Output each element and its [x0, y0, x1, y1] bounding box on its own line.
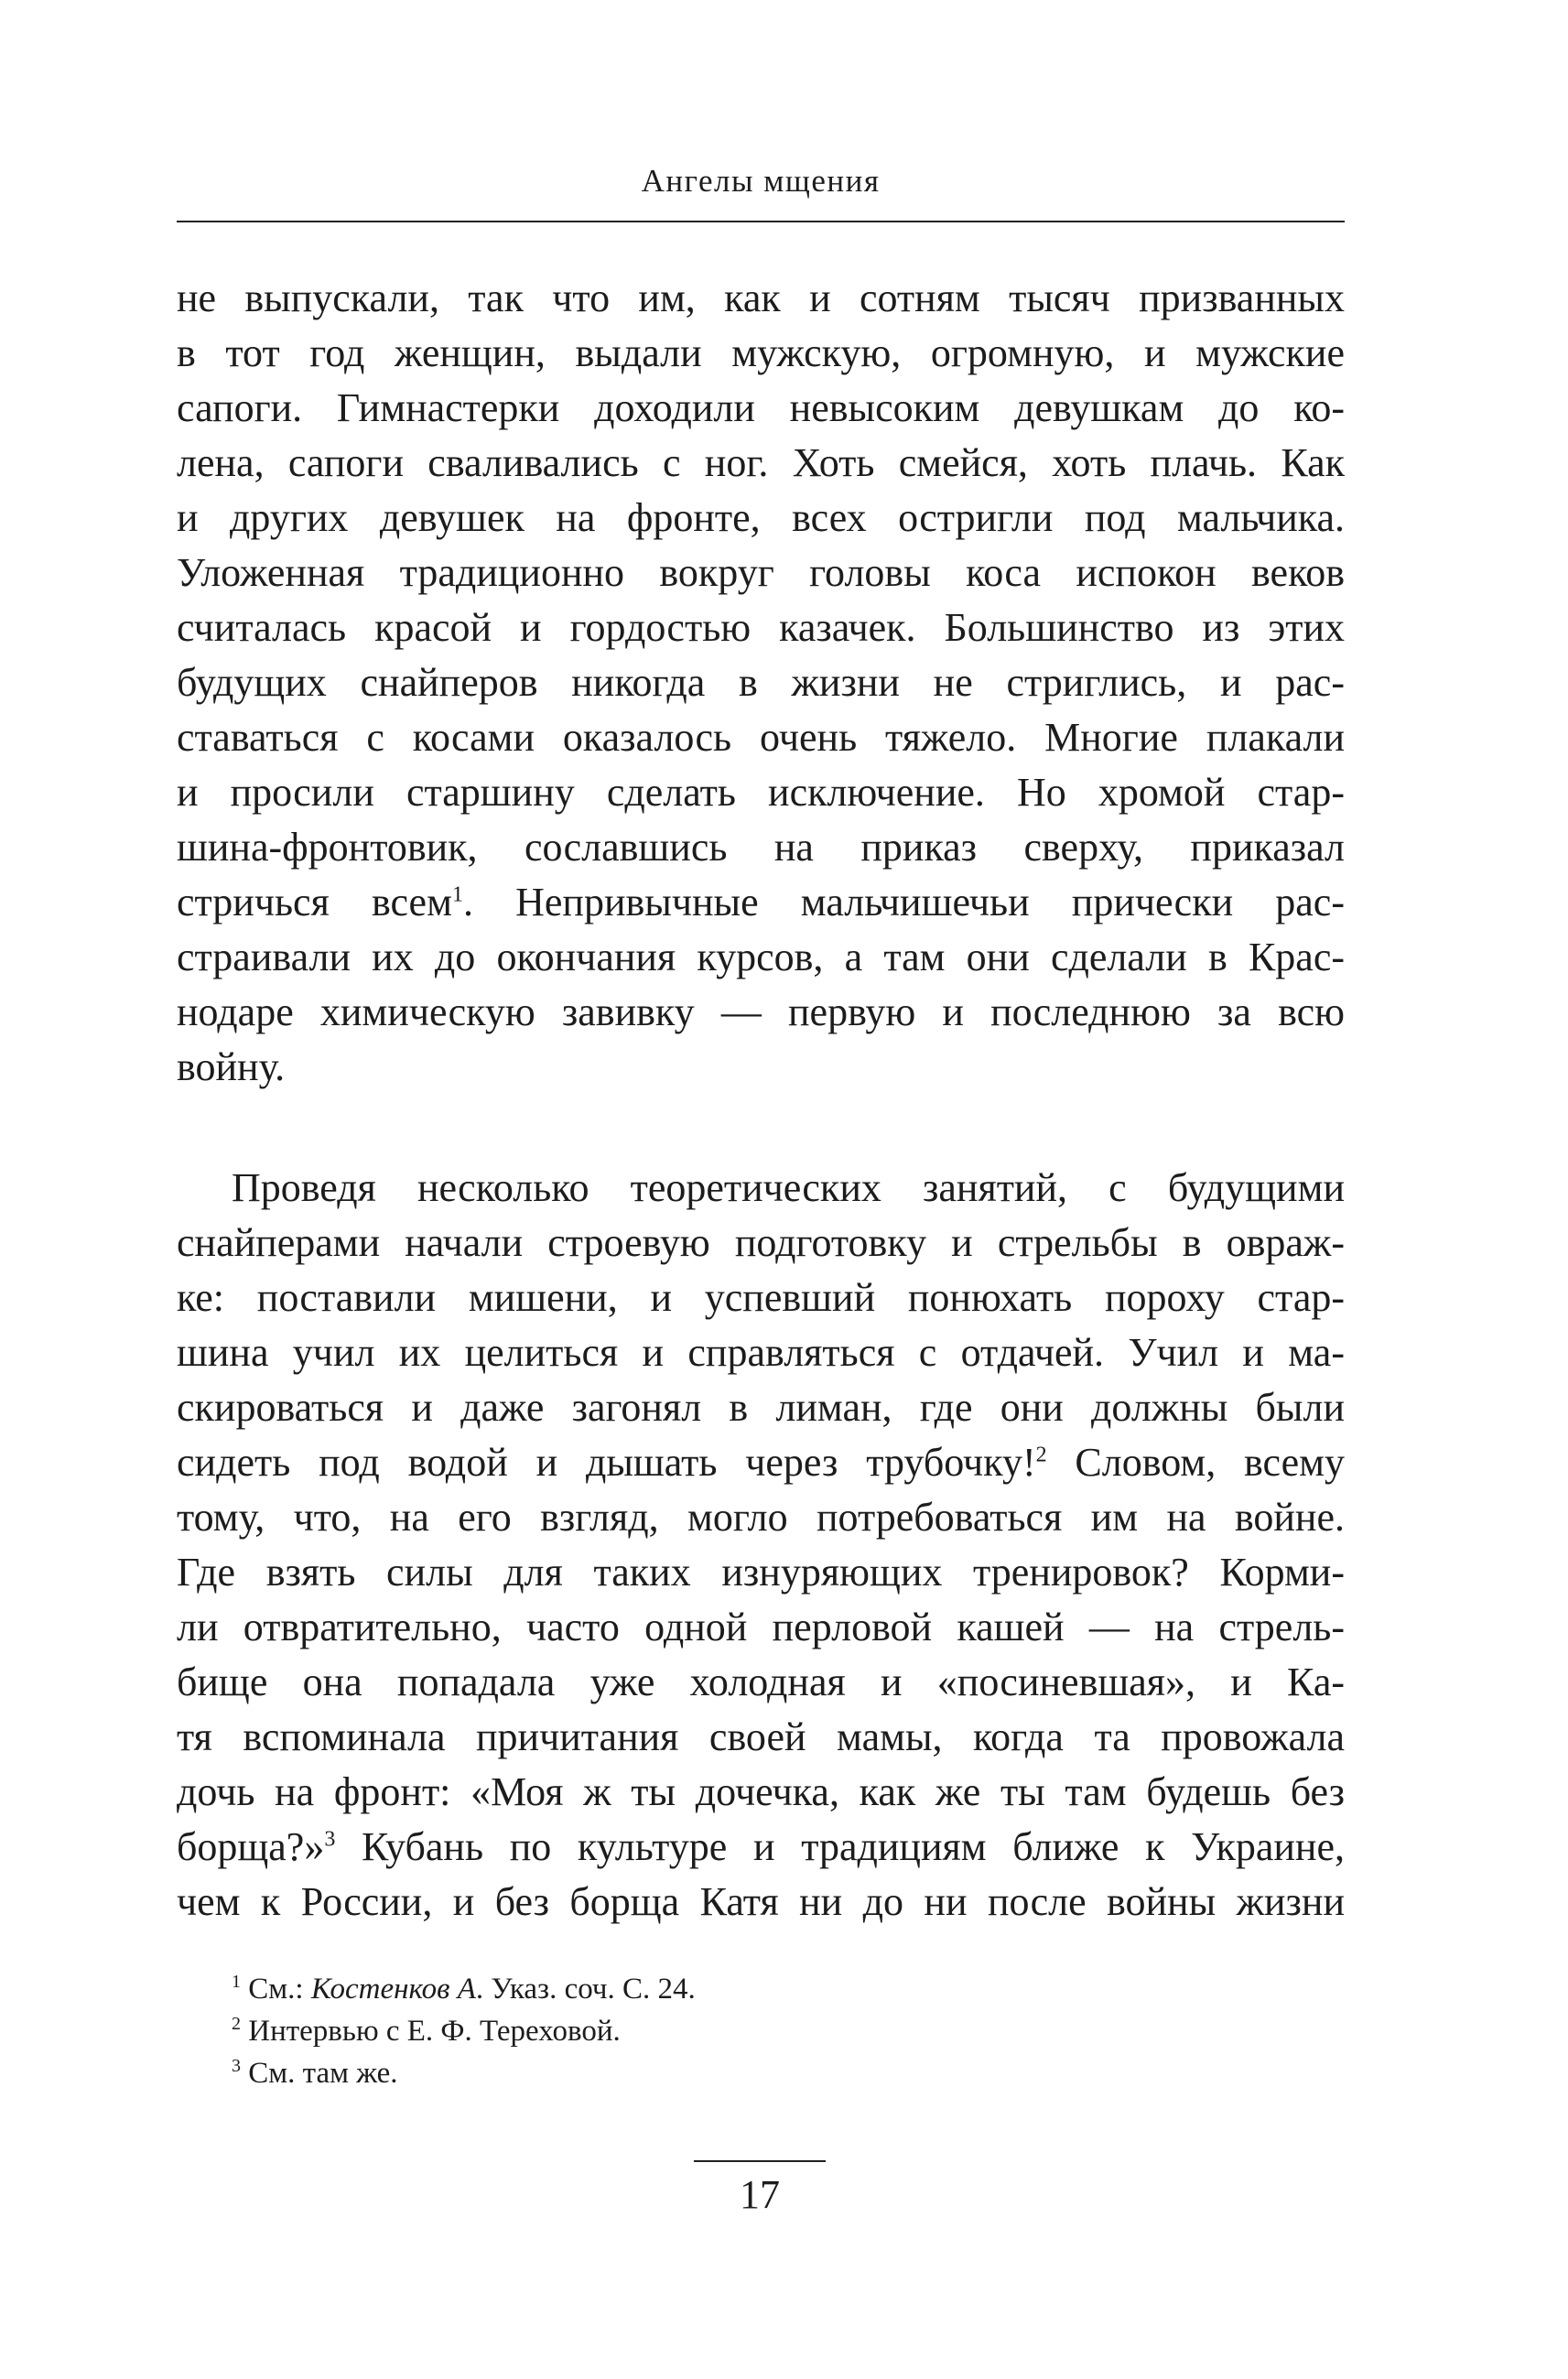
text-span: борща?» [177, 1824, 325, 1869]
text-span: Кубань по культуре и традициям ближе к Украине, [335, 1824, 1345, 1869]
text-line: не выпускали, так что им, как и сотням тысяч призванных [177, 276, 1345, 320]
text-span: стричься всем [177, 880, 452, 925]
text-line: чем к России, и без борща Катя ни до ни после войны жизни [177, 1879, 1345, 1924]
footnote-number: 2 [232, 2014, 241, 2034]
text-line: шина-фронтовик, сославшись на приказ сверху, приказал [177, 825, 1345, 870]
text-line: страивали их до окончания курсов, а там они сделали в Крас- [177, 935, 1345, 979]
text-line: скироваться и даже загонял в лиман, где они должны были [177, 1385, 1345, 1430]
page-number: 17 [740, 2172, 780, 2217]
footnote-ref-1: 1 [451, 882, 463, 907]
text-span: Словом, всему [1046, 1440, 1345, 1485]
text-line: считалась красой и гордостью казачек. Большинство из этих [177, 605, 1345, 650]
text-line: нодаре химическую завивку — первую и последнюю за всю [177, 989, 1345, 1034]
text-line: снайперами начали строевую подготовку и стрельбы в овраж- [177, 1220, 1345, 1265]
text-line: ставаться с косами оказалось очень тяжело. Многие плакали [177, 715, 1345, 760]
page-number-rule [694, 2160, 826, 2162]
text-line: Где взять силы для таких изнуряющих тренировок? Корми- [177, 1550, 1345, 1595]
text-line: дочь на фронт: «Моя ж ты дочечка, как же ты там будешь без [177, 1769, 1345, 1814]
text-line: сапоги. Гимнастерки доходили невысоким девушкам до ко- [177, 385, 1345, 430]
text-line: в тот год женщин, выдали мужскую, огромную, и мужские [177, 330, 1345, 375]
text-line: шина учил их целиться и справляться с отдачей. Учил и ма- [177, 1330, 1345, 1375]
text-line [177, 875, 1345, 930]
footnote-3 [232, 2054, 398, 2092]
text-line: тому, что, на его взгляд, могло потребоваться им на войне. [177, 1495, 1345, 1540]
footnote-1 [232, 1970, 696, 2008]
text-line: войну. [177, 1044, 286, 1089]
running-head: Ангелы мщения [641, 163, 881, 199]
text-line: и других девушек на фронте, всех остригли под мальчика. [177, 495, 1345, 540]
footnote-text: . Указ. соч. С. 24. [475, 1973, 696, 2006]
text-line: бище она попадала уже холодная и «посиневшая», и Ка- [177, 1660, 1345, 1704]
footnote-text: Интервью с Е. Ф. Тереховой. [248, 2015, 621, 2048]
text-line: Проведя несколько теоретических занятий, с будущими [232, 1165, 1345, 1210]
footnote-ref-2: 2 [1035, 1443, 1047, 1467]
footnote-number: 3 [232, 2056, 241, 2076]
running-head-rule [177, 221, 1345, 222]
text-line: Уложенная традиционно вокруг головы коса испокон веков [177, 550, 1345, 595]
footnote-number: 1 [232, 1972, 241, 1992]
footnote-2 [232, 2012, 621, 2050]
footnote-ref-3: 3 [324, 1827, 336, 1852]
text-span: . Непривычные мальчишечьи прически рас- [462, 880, 1345, 925]
footnote-author: Костенков А [310, 1973, 476, 2006]
footnote-prefix: См.: [248, 1973, 311, 2006]
text-line [177, 1435, 1345, 1490]
text-line: и просили старшину сделать исключение. Но хромой стар- [177, 770, 1345, 815]
text-span: сидеть под водой и дышать через трубочку! [177, 1440, 1036, 1485]
text-line: ли отвратительно, часто одной перловой кашей — на стрель- [177, 1605, 1345, 1649]
text-line: тя вспоминала причитания своей мамы, когда та провожала [177, 1714, 1345, 1759]
text-line: ке: поставили мишени, и успевший понюхать пороху стар- [177, 1275, 1345, 1320]
text-line [177, 1820, 1345, 1875]
text-line: лена, сапоги сваливались с ног. Хоть смейся, хоть плачь. Как [177, 440, 1345, 485]
footnote-text: См. там же. [248, 2057, 398, 2090]
text-line: будущих снайперов никогда в жизни не стриглись, и рас- [177, 660, 1345, 705]
